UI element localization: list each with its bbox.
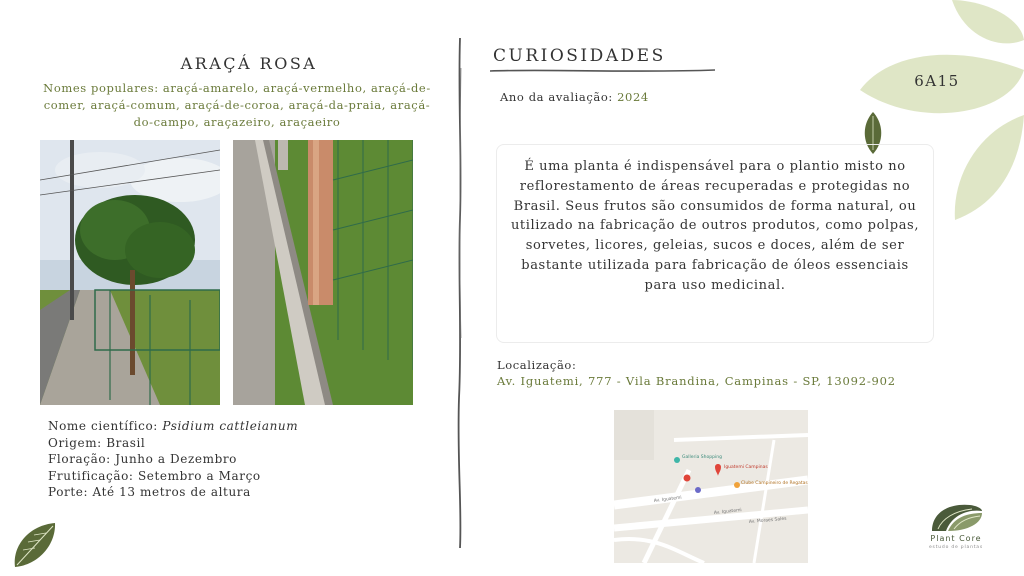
map-label-iguatemi: Iguatemi Campinas (724, 465, 768, 470)
popular-names: Nomes populares: araçá-amarelo, araçá-vermelho, araçá-de-comer, araçá-comum, araçá-de-coroa, araçá-da-praia, araçá-do-campo, araçazeiro, araçaeiro (43, 81, 431, 129)
flowering-row: Floração: Junho a Dezembro (48, 452, 238, 466)
plant-title: ARAÇÁ ROSA (180, 54, 318, 73)
map-label-street-2: Av. Iguatemi (713, 508, 743, 516)
map-label-clube: Clube Campineiro de Regatas (741, 481, 808, 486)
scientific-name-label: Nome científico: (48, 419, 163, 433)
plant-core-logo-icon (928, 501, 984, 537)
evaluation-label: Ano da avaliação: (500, 90, 618, 104)
scientific-name-value: Psidium cattleianum (162, 419, 299, 433)
map-label-street-3: Av. Moraes Sales (748, 516, 787, 525)
leaf-bottom-left-icon (10, 520, 60, 570)
map-label-galleria: Galleria Shopping (682, 455, 722, 460)
brand-tagline: estudo de plantas (928, 545, 983, 550)
column-divider (455, 38, 465, 548)
origin-row: Origem: Brasil (48, 435, 146, 450)
size-row: Porte: Até 13 metros de altura (48, 485, 251, 499)
location-address[interactable]: Av. Iguatemi, 777 - Vila Brandina, Campinas - SP, 13092-902 (497, 374, 896, 388)
curiosities-title: CURIOSIDADES (493, 46, 666, 66)
title-underline (490, 67, 715, 75)
plant-facts (48, 418, 298, 501)
location-label: Localização: (497, 358, 577, 372)
tree-photo (40, 140, 220, 405)
trunk-photo (233, 140, 413, 405)
evaluation-year-row (500, 90, 649, 104)
plant-code: 6A15 (914, 72, 960, 90)
brand-name: Plant Core (930, 534, 982, 543)
map-label-street-1: Av. Iguatemi (653, 495, 682, 504)
fruiting-row: Frutificação: Setembro a Março (48, 468, 261, 483)
evaluation-year: 2024 (617, 90, 649, 104)
scientific-name-row (48, 418, 298, 435)
location-map[interactable] (614, 410, 808, 563)
curiosity-description: É uma planta é indispensável para o plantio misto no reflorestamento de áreas recuperadas e protegidas no Brasil. Seus frutos são consumidos de forma natural, ou utilizado na fabricação de outros produtos, como polpas, sorvetes, licores, geleias, sucos e doces, além de ser bastante utilizada para fabricação de óleos essenciais para uso medicinal. (496, 144, 934, 343)
